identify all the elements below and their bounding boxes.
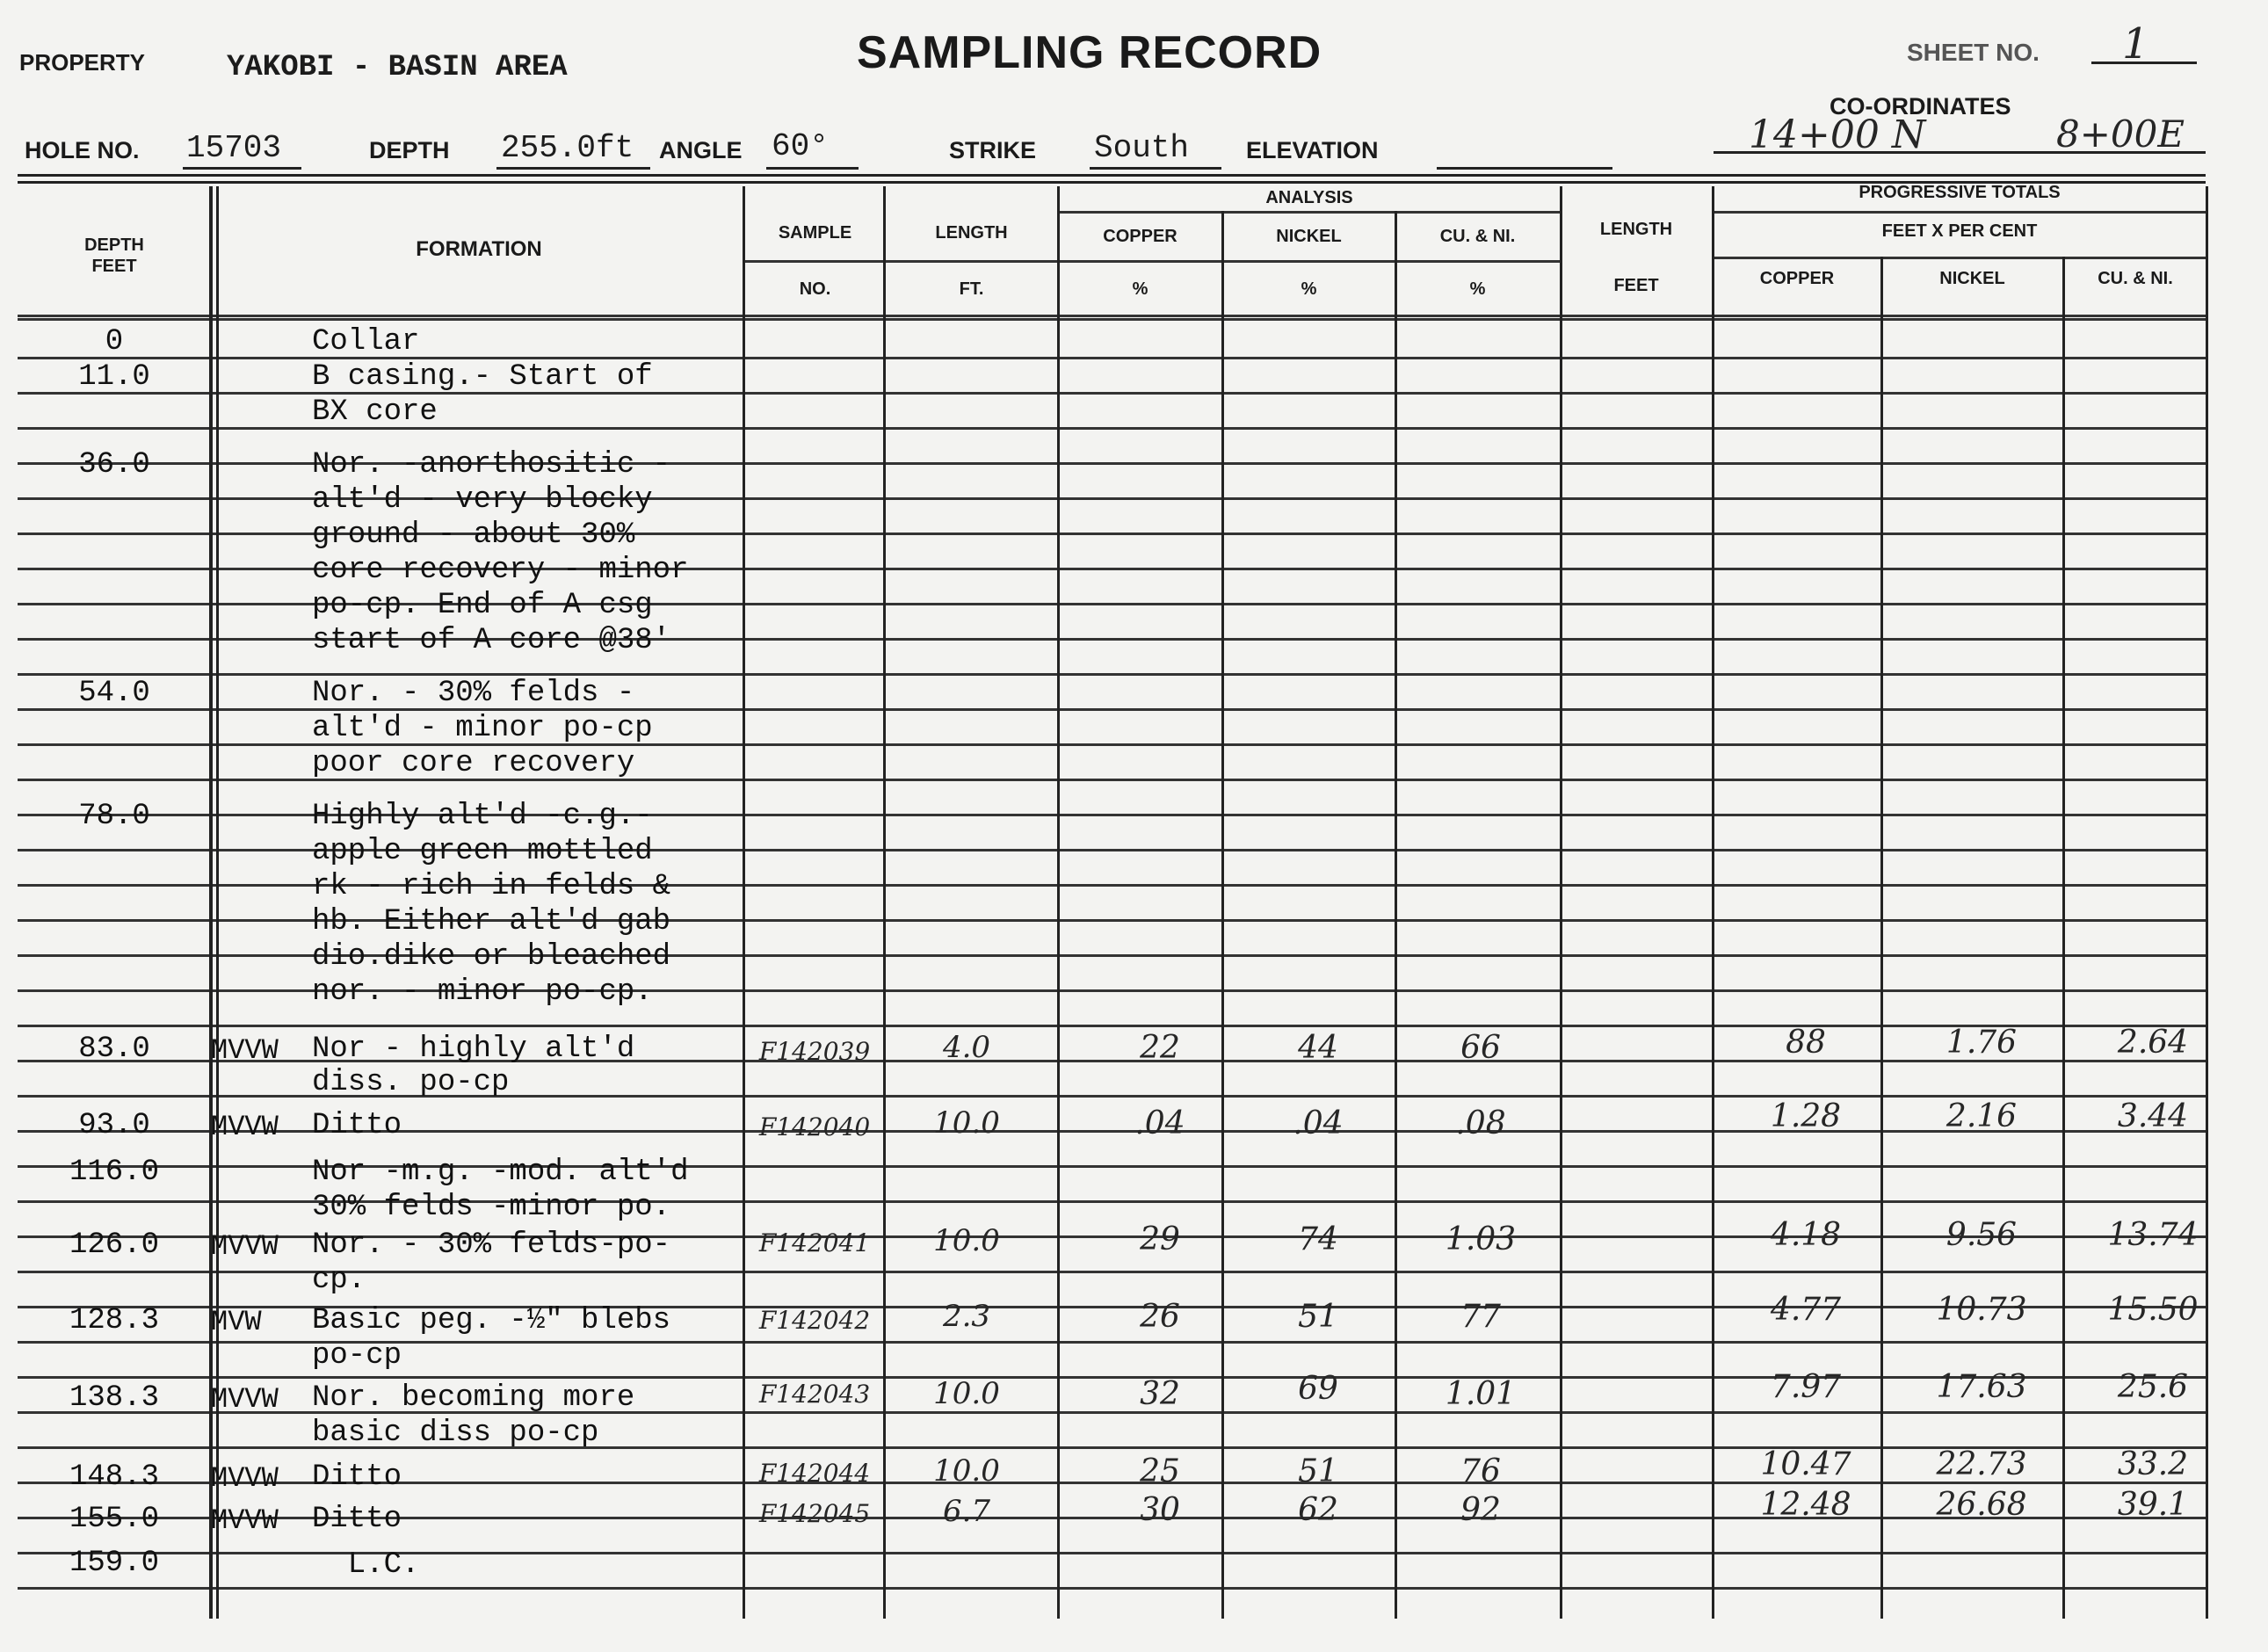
copper-pct: 29 [1140, 1221, 1180, 1257]
formation-line: alt'd - very blocky [312, 483, 653, 517]
depth-cell: 0 [105, 325, 124, 359]
prog-copper: 12.48 [1760, 1487, 1851, 1523]
col-copper: COPPER [1103, 227, 1177, 246]
rock-code: MVVW [211, 1230, 279, 1263]
cuni-pct: 77 [1460, 1299, 1501, 1335]
col-analysis: ANALYSIS [1265, 188, 1353, 207]
cuni-pct: 76 [1460, 1453, 1501, 1489]
formation-line: Collar [312, 325, 420, 359]
depth-cell: 159.0 [69, 1547, 160, 1580]
formation-line: Nor. becoming more [312, 1381, 635, 1415]
sample-no: F142039 [758, 1037, 871, 1066]
cuni-pct: 92 [1460, 1492, 1501, 1528]
coordinates-label: CO-ORDINATES [1830, 93, 2011, 120]
sample-length: 10.0 [933, 1105, 1000, 1141]
prog-cuni: 39.1 [2117, 1487, 2189, 1523]
row-rule [18, 315, 2206, 317]
prog-cuni: 3.44 [2117, 1098, 2189, 1134]
formation-line: po-cp [312, 1339, 402, 1373]
vline-cuni [1560, 186, 1562, 1619]
formation-line: nor. - minor po-cp. [312, 975, 653, 1009]
sample-length: 4.0 [942, 1030, 991, 1065]
sample-no: F142045 [758, 1499, 871, 1528]
col-prog-copper: COPPER [1759, 269, 1835, 288]
prog-nickel: 10.73 [1936, 1292, 2027, 1328]
depth-value: 255.0ft [501, 130, 634, 166]
prog-nickel: 26.68 [1936, 1487, 2027, 1523]
prog-copper: 4.77 [1770, 1292, 1842, 1328]
col-cuni-pct: % [1469, 279, 1486, 299]
rock-code: MVVW [211, 1383, 279, 1416]
prog-copper: 1.28 [1770, 1098, 1842, 1134]
rock-code: MVVW [211, 1462, 279, 1495]
strike-label: STRIKE [949, 137, 1037, 163]
depth-cell: 128.3 [69, 1304, 160, 1337]
depth-cell: 116.0 [69, 1156, 160, 1189]
progressive-rule [1712, 211, 2206, 214]
depth-cell: 138.3 [69, 1381, 160, 1415]
vline-length2 [1712, 186, 1714, 1619]
nickel-pct: .04 [1293, 1105, 1344, 1141]
formation-line: core recovery - minor [312, 554, 689, 587]
sample-length: 2.3 [942, 1299, 991, 1334]
formation-line: cp. [312, 1264, 366, 1297]
rock-code: MVVW [211, 1111, 279, 1143]
nickel-pct: 69 [1298, 1371, 1338, 1407]
header-top-rule-1 [18, 174, 2206, 177]
rock-code: MVVW [211, 1504, 279, 1537]
col-progressive: PROGRESSIVE TOTALS [1859, 183, 2061, 202]
hole-label: HOLE NO. [25, 137, 140, 163]
col-prog-cuni: CU. & NI. [2098, 269, 2173, 288]
nickel-pct: 44 [1298, 1030, 1338, 1066]
depth-cell: 93.0 [78, 1109, 150, 1142]
cuni-pct: 66 [1460, 1030, 1501, 1066]
copper-pct: 22 [1140, 1030, 1180, 1066]
copper-pct: 26 [1140, 1299, 1180, 1335]
col-formation: FORMATION [416, 237, 542, 261]
prog-nickel: 22.73 [1936, 1446, 2027, 1482]
col-nickel: NICKEL [1276, 227, 1342, 246]
depth-cell: 11.0 [78, 360, 150, 394]
sample-length: 6.7 [942, 1494, 991, 1529]
vline-sample [883, 186, 886, 1619]
page-title: SAMPLING RECORD [857, 27, 1322, 78]
depth-label: DEPTH [369, 137, 450, 163]
property-label: PROPERTY [19, 49, 146, 76]
col-length-bottom: FT. [959, 279, 984, 299]
depth-cell: 36.0 [78, 448, 150, 482]
depth-cell: 78.0 [78, 800, 150, 833]
vline-prog-copper [1880, 257, 1883, 1619]
col-prog-nickel: NICKEL [1939, 269, 2005, 288]
sample-no: F142043 [758, 1380, 871, 1409]
sheet-underline [2091, 62, 2197, 64]
strike-value: South [1094, 130, 1190, 166]
prog-cuni: 13.74 [2107, 1217, 2199, 1253]
prog-nickel: 2.16 [1946, 1098, 2018, 1134]
formation-line: Nor - highly alt'd [312, 1032, 635, 1066]
formation-line: Ditto [312, 1460, 402, 1494]
sample-length: 10.0 [933, 1453, 1000, 1489]
sheet-value: 1 [2122, 19, 2149, 69]
col-cuni: CU. & NI. [1439, 227, 1516, 246]
formation-line: B casing.- Start of [312, 360, 653, 394]
prog-nickel: 17.63 [1936, 1369, 2027, 1405]
nickel-pct: 62 [1298, 1492, 1338, 1528]
depth-cell: 126.0 [69, 1228, 160, 1262]
prog-copper: 4.18 [1770, 1217, 1842, 1253]
formation-line: Ditto [312, 1109, 402, 1142]
prog-nickel: 1.76 [1946, 1025, 2018, 1061]
cuni-pct: .08 [1455, 1105, 1506, 1141]
angle-label: ANGLE [659, 137, 743, 163]
formation-line: ground - about 30% [312, 518, 635, 552]
sheet-label: SHEET NO. [1907, 39, 2040, 66]
angle-value: 60° [772, 128, 829, 164]
depth-cell: 148.3 [69, 1460, 160, 1494]
nickel-pct: 74 [1298, 1221, 1338, 1257]
vline-prog-nickel [2062, 257, 2065, 1619]
prog-cuni: 15.50 [2107, 1292, 2199, 1328]
vline-formation [743, 186, 745, 1619]
cuni-pct: 1.01 [1445, 1376, 1517, 1412]
analysis-rule [1057, 211, 1560, 214]
formation-line: Nor -m.g. -mod. alt'd [312, 1156, 689, 1189]
sample-no: F142041 [758, 1228, 871, 1257]
col-depth-top: DEPTH [84, 235, 144, 255]
subheader-rule-left [743, 260, 1560, 263]
formation-line: start of A core @38' [312, 624, 671, 657]
depth-underline [496, 167, 650, 170]
formation-line: Nor. - 30% felds - [312, 677, 635, 710]
property-value: YAKOBI - BASIN AREA [227, 51, 568, 84]
copper-pct: 25 [1140, 1453, 1180, 1489]
formation-line: BX core [312, 395, 438, 429]
col-length-top: LENGTH [935, 223, 1008, 243]
formation-line: L.C. [312, 1548, 420, 1582]
angle-underline [766, 167, 859, 170]
rock-code: MVW [211, 1306, 262, 1338]
depth-cell: 155.0 [69, 1503, 160, 1536]
formation-line: diss. po-cp [312, 1066, 510, 1099]
row-rule [18, 318, 2206, 321]
cuni-pct: 1.03 [1445, 1221, 1517, 1257]
nickel-pct: 51 [1298, 1299, 1338, 1335]
formation-line: alt'd - minor po-cp [312, 712, 653, 745]
depth-cell: 54.0 [78, 677, 150, 710]
copper-pct: .04 [1134, 1105, 1185, 1141]
row-rule [18, 1587, 2206, 1590]
formation-line: hb. Either alt'd gab [312, 905, 671, 938]
col-sample-bottom: NO. [799, 279, 831, 299]
nickel-pct: 51 [1298, 1453, 1338, 1489]
formation-line: Nor. - 30% felds-po- [312, 1228, 671, 1262]
hole-value: 15703 [186, 130, 282, 166]
prog-cuni: 33.2 [2117, 1446, 2189, 1482]
elevation-label: ELEVATION [1246, 137, 1379, 163]
prog-copper: 7.97 [1770, 1369, 1842, 1405]
vline-nickel [1395, 211, 1397, 1619]
sample-length: 10.0 [933, 1223, 1000, 1258]
col-nickel-pct: % [1301, 279, 1317, 299]
coordinate-east: 8+00E [2056, 112, 2185, 156]
progressive-rule-2 [1712, 257, 2206, 259]
rock-code: MVVW [211, 1034, 279, 1067]
formation-line: Ditto [312, 1503, 402, 1536]
col-sample-top: SAMPLE [778, 223, 852, 243]
formation-line: Basic peg. -½" blebs [312, 1304, 671, 1337]
vline-length [1057, 186, 1060, 1619]
sample-no: F142044 [758, 1459, 871, 1488]
prog-copper: 88 [1786, 1025, 1826, 1061]
sample-no: F142042 [758, 1306, 871, 1335]
col-depth-bottom: FEET [91, 257, 137, 276]
formation-line: 30% felds -minor po. [312, 1191, 671, 1224]
elevation-underline [1437, 167, 1612, 170]
copper-pct: 30 [1140, 1492, 1180, 1528]
copper-pct: 32 [1140, 1376, 1180, 1412]
prog-nickel: 9.56 [1946, 1217, 2018, 1253]
hole-underline [183, 167, 301, 170]
col-length2-bottom: FEET [1613, 276, 1659, 295]
col-length2-top: LENGTH [1599, 220, 1673, 239]
prog-cuni: 2.64 [2117, 1025, 2189, 1061]
prog-copper: 10.47 [1760, 1446, 1851, 1482]
coordinates-underline [1714, 151, 2206, 154]
formation-line: apple green mottled [312, 835, 653, 868]
col-feet-x-pct: FEET X PER CENT [1881, 221, 2038, 241]
formation-line: dio.dike or bleached [312, 940, 671, 974]
prog-cuni: 25.6 [2117, 1369, 2189, 1405]
formation-line: rk - rich in felds & [312, 870, 671, 903]
formation-line: poor core recovery [312, 747, 635, 780]
formation-line: Nor. -anorthositic - [312, 448, 671, 482]
strike-underline [1090, 167, 1221, 170]
formation-line: basic diss po-cp [312, 1417, 599, 1450]
row-rule [18, 673, 2206, 676]
coordinate-north: 14+00 N [1749, 112, 1926, 157]
sample-length: 10.0 [933, 1376, 1000, 1411]
depth-cell: 83.0 [78, 1032, 150, 1066]
col-copper-pct: % [1132, 279, 1148, 299]
sample-no: F142040 [758, 1112, 871, 1141]
formation-line: Highly alt'd -c.g.- [312, 800, 653, 833]
formation-line: po-cp. End of A csg [312, 589, 653, 622]
